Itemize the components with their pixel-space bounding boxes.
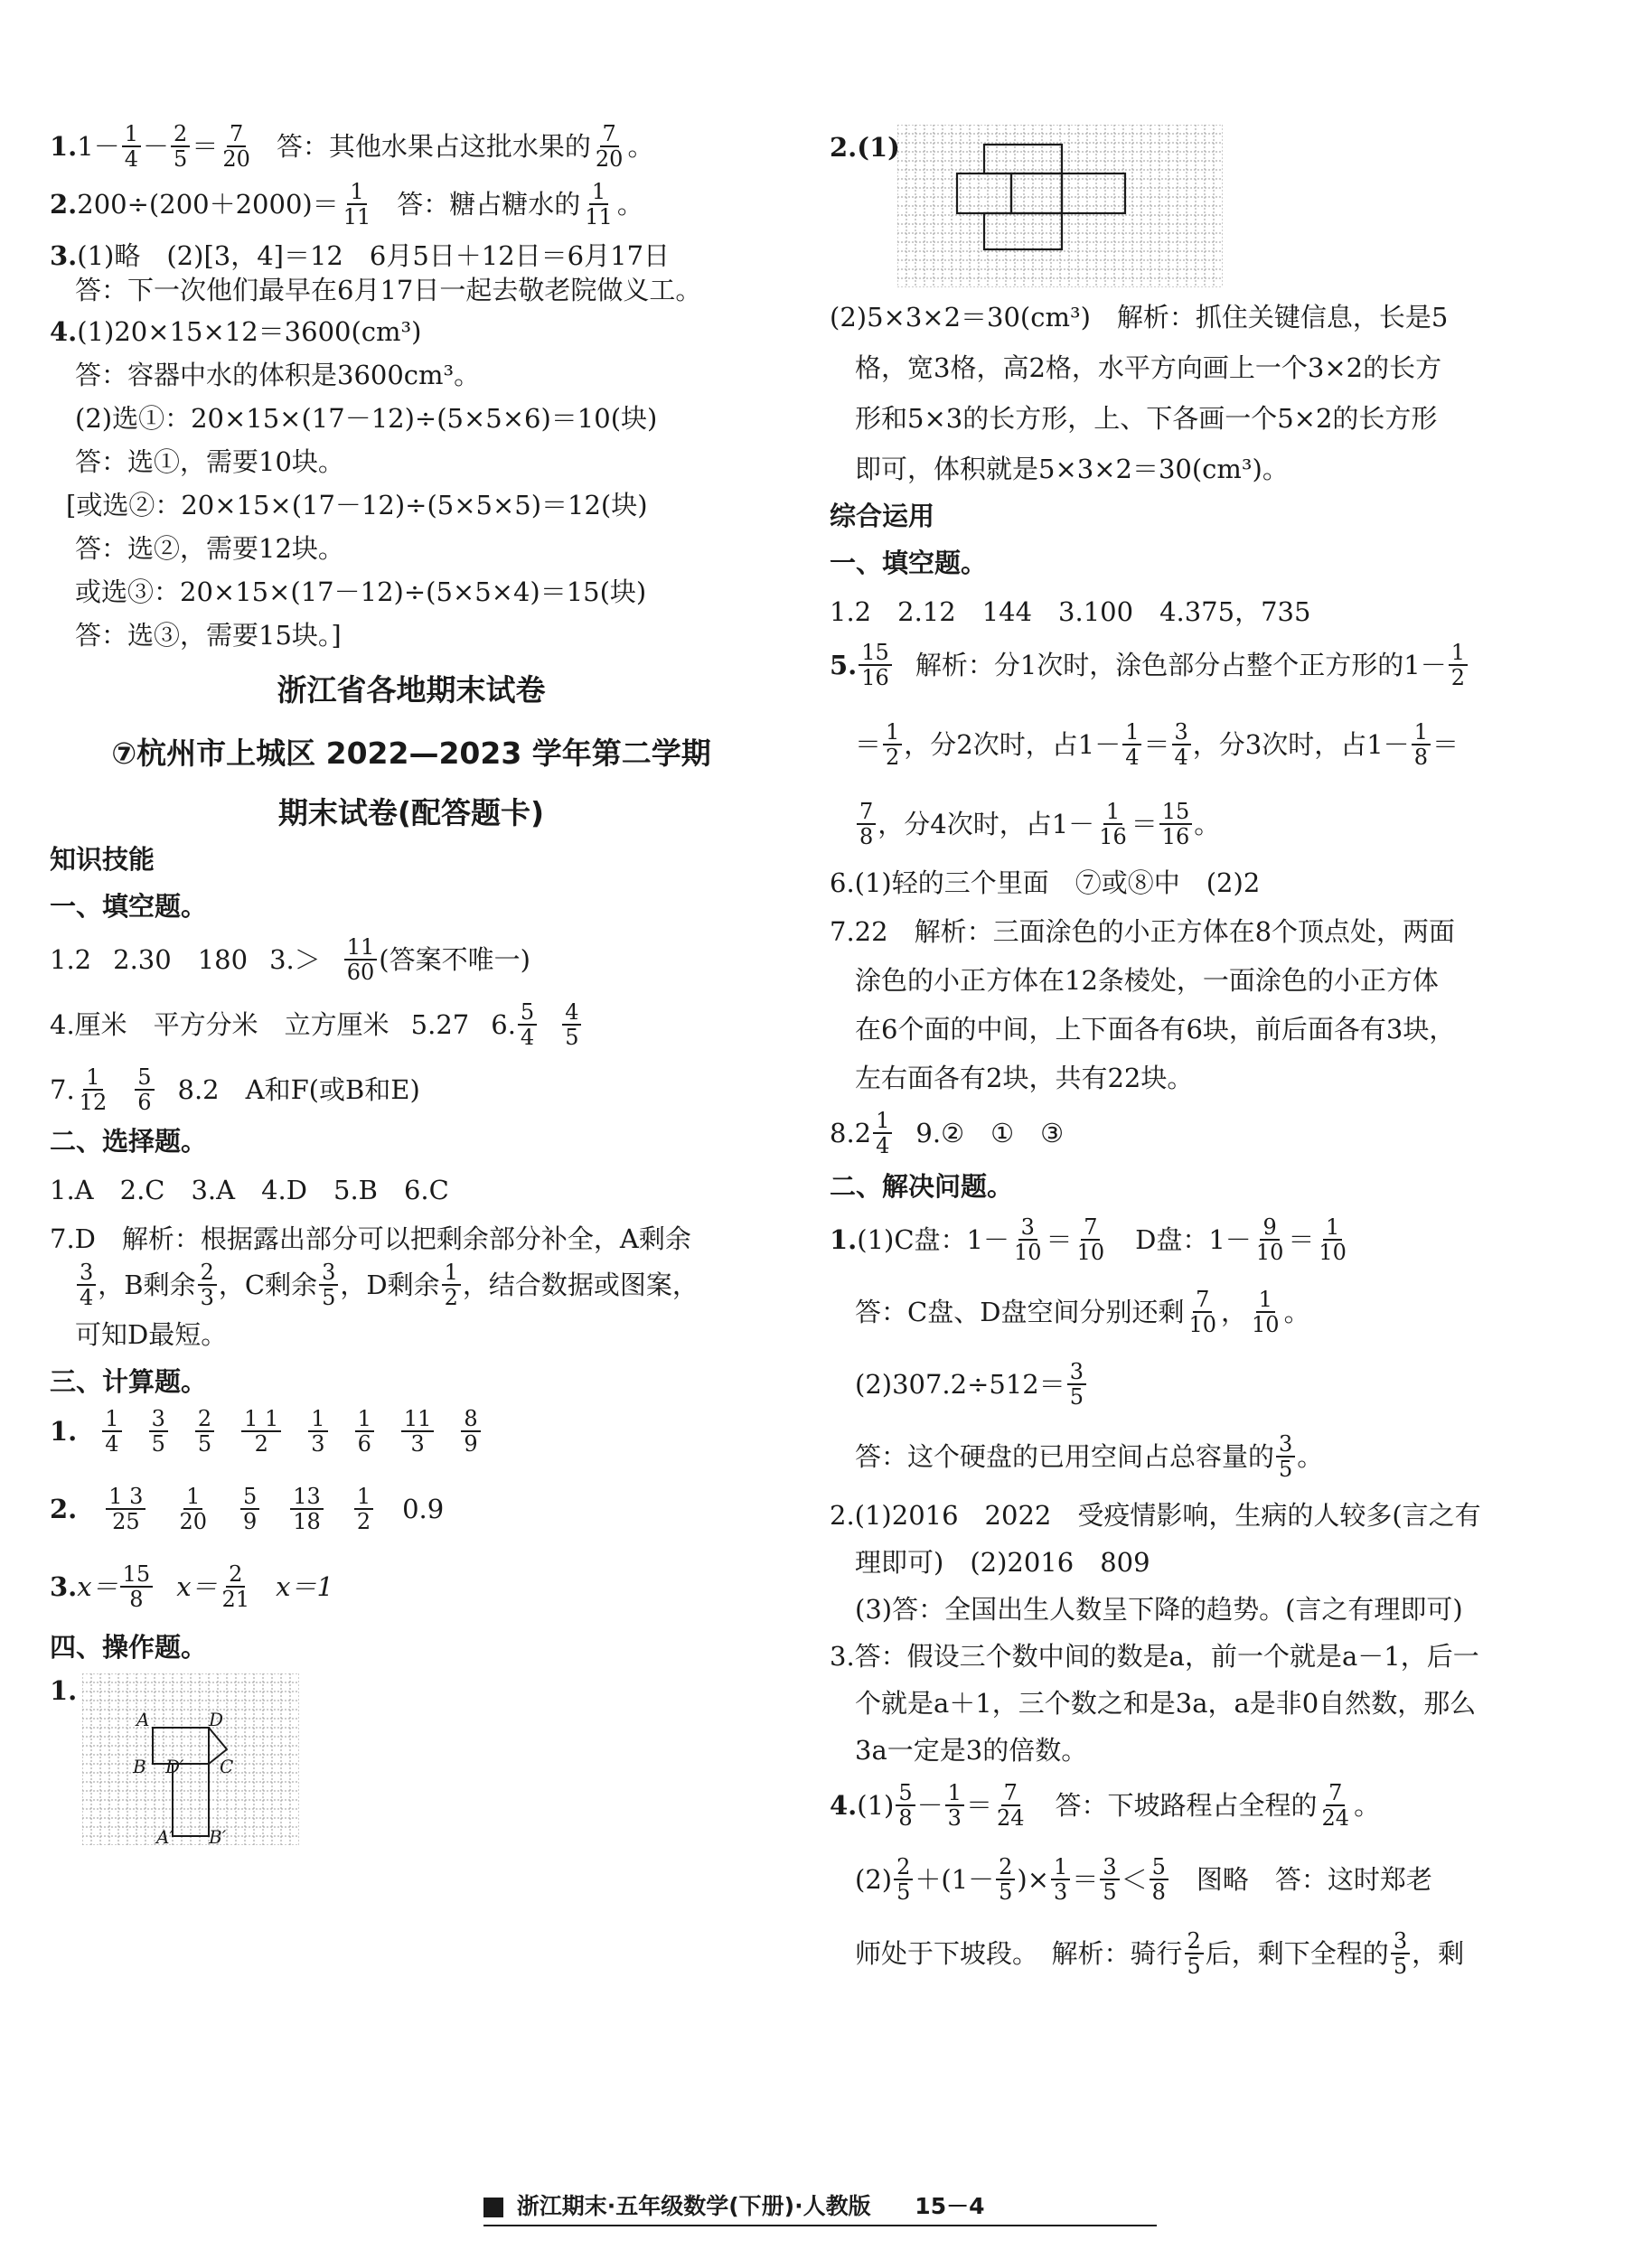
left-column: 1. 1－ $\frac{1}{4}$ － $\frac{2}{5}$ ＝ $\frac{7}{20}$ 答：其他水果占这批水果的 $\frac{7}{20}$ 。 2. 200÷(200＋2000)＝ $\frac{1}{11}$ 答：糖占糖水的 $\frac{1}{11}$ 。 3.(1)略 (2)[3，4]＝12 6月5日＋12日＝6月17日 答：下一次他们最早在6月17日一起去敬老院做义工。 4.(1)20×15×12＝3600(cm³) 答：容器中水的体积是3600cm³。 (2)选①：20×15×(17－12)÷(5×5×6)＝10(块) 答：选①，需要10块。 [或选②：20×15×(17－12)÷(5×5×5)＝12(块) 答：选②，需要12块。 或选③：20×15×(17－12)÷(5×5×4)＝15(块) 答：选③，需要15块。] 浙江省各地期末试卷 ⑦杭州市上城区 2022—2023 学年第二学期 期末试卷(配答题卡) 知识技能 一、填空题。 1.2 2.30 180 3.＞ $\frac{11}{60}$ (答案不唯一) 4.厘米 平方分米 立方厘米 5.27 6. $\frac{5}{4}$ $\frac{4}{5}$ 7. $\frac{1}{12}$ $\frac{5}{6}$ 8.2 A和F(或B和E) 二、选择题。 1.A 2.C 3.A 4.D 5.B 6.C 7.D 解析：根据露出部分可以把剩余部分补全，A剩余 $\frac{3}{4}$ ，B剩余 $\frac{2}{3}$ ，C剩余 $\frac{3}{5}$ ，D剩余 $\frac{1}{2}$ ，结合数据或图案， 可知D最短。 三、计算题。 1. $\frac{1}{4}$ $\frac{3}{5}$ $\frac{2}{5}$ $\frac{1 1}{2}$ $\frac{1}{3}$ $\frac{1}{6}$ $\frac{11}{3}$ $\frac{8}{9}$ 2. $\frac{1 3}{25}$ $\frac{1}{20}$ $\frac{5}{9}$ $\frac{13}{18}$ $\frac{1}{2}$ 0.9 3. x＝ $\frac{15}{8}$ x＝ $\frac{2}{21}$ x＝1 四、操作题。 1. A D B D′ C A′ B′ xyxy=(50,117,773,1845)
calc-row-1: 1. $\frac{1}{4}$ $\frac{3}{5}$ $\frac{2}{5}$ $\frac{1 1}{2}$ $\frac{1}{3}$ $\frac{1}{6}$ $\frac{11}{3}$ $\frac{8}{9}$ xyxy=(50,1402,773,1460)
solve-4a: 4. (1) $\frac{5}{8}$ － $\frac{1}{3}$ ＝ $\frac{7}{24}$ 答：下坡路程占全程的 $\frac{7}{24}$ 。 xyxy=(830,1780,1381,1831)
fill-row: 4.厘米 平方分米 立方厘米 5.27 6. $\frac{5}{4}$ $\frac{4}{5}$ xyxy=(50,996,773,1054)
section-heading: 二、解决问题。 xyxy=(830,1171,1014,1202)
fill-5-cont: ＝ $\frac{1}{2}$ ，分2次时，占1－ $\frac{1}{4}$ ＝ $\frac{3}{4}$ ，分3次时，占1－ $\frac{1}{8}$ ＝ xyxy=(855,719,1459,770)
solve-1a: 1. (1)C盘：1－ $\frac{3}{10}$ ＝ $\frac{7}{10}$ D盘：1－ $\frac{9}{10}$ ＝ $\frac{1}{10}$ xyxy=(830,1214,1347,1265)
answer-2: 2. 200÷(200＋2000)＝ $\frac{1}{11}$ 答：糖占糖水的 $\frac{1}{11}$ 。 xyxy=(50,179,643,230)
point-label: A xyxy=(136,1709,150,1730)
answer-3: 3.(1)略 (2)[3，4]＝12 6月5日＋12日＝6月17日 答：下一次他们最早在6月17日一起去敬老院做义工。 xyxy=(50,240,702,305)
point-label: D xyxy=(209,1709,224,1730)
operation-1: 1. A D B D′ C A′ B′ xyxy=(50,1673,773,1845)
item-number: 1. xyxy=(50,131,78,162)
item-number: 2. xyxy=(50,189,78,220)
footer-brand: 浙江期末·五年级数学(下册)·人教版 xyxy=(516,2193,871,2219)
solve-1d: 答：这个硬盘的已用空间占总容量的 $\frac{3}{5}$ 。 xyxy=(855,1431,1324,1482)
solve-1c: (2)307.2÷512＝ $\frac{3}{5}$ xyxy=(830,1355,1589,1413)
choice-fractions: $\frac{3}{4}$ ，B剩余 $\frac{2}{3}$ ，C剩余 $\frac{3}{5}$ ，D剩余 $\frac{1}{2}$ ，结合数据或图案， xyxy=(50,1256,773,1314)
fill-5: 5. $\frac{15}{16}$ 解析：分1次时，涂色部分占整个正方形的1－ $\frac{1}{2}$ xyxy=(830,636,1589,694)
fraction: $\frac{2}{5}$ xyxy=(171,122,190,171)
section-heading: 二、选择题。 xyxy=(50,1126,208,1157)
fill-5-cont-2: $\frac{7}{8}$ ，分4次时，占1－ $\frac{1}{16}$ ＝ $\frac{15}{16}$ 。 xyxy=(830,795,1589,853)
unfolded-cuboid-grid xyxy=(897,125,1223,287)
section-heading: 三、计算题。 xyxy=(50,1366,208,1397)
solve-4b: (2) $\frac{2}{5}$ ＋(1－ $\frac{2}{5}$ )× $\frac{1}{3}$ ＝ $\frac{3}{5}$ ＜ $\frac{5}{8}$ 图略 答：这时郑老 xyxy=(855,1854,1432,1905)
point-label: B′ xyxy=(209,1826,227,1845)
page-footer xyxy=(483,2188,1157,2226)
point-label: B xyxy=(133,1756,146,1777)
page-number: 15－4 xyxy=(915,2193,985,2219)
brand-square-icon xyxy=(483,2198,503,2217)
calc-row-2: 2. $\frac{1 3}{25}$ $\frac{1}{20}$ $\frac{5}{9}$ $\frac{13}{18}$ $\frac{1}{2}$ 0.9 xyxy=(50,1484,445,1534)
calc-row-3: 3. x＝ $\frac{15}{8}$ x＝ $\frac{2}{21}$ x＝1 xyxy=(50,1561,333,1612)
right-column: 2.(1) (2)5×3×2＝30(cm³) 解析：抓住关键信息，长是5 格，宽3格，高2格，水平方向画上一个3×2的长方 形和5×3的长方形，上、下各画一个5×2的长方形 即可，体积就是5×3×2＝30(cm³)。 综合运用 一、填空题。 1.2 2.12 144 3.100 4.375，735 5. $\frac{15}{16}$ 解析：分1次时，涂色部分占整个正方形的1－ $\frac{1}{2}$ ＝ $\frac{1}{2}$ ，分2次时，占1－ $\frac{1}{4}$ ＝ $\frac{3}{4}$ ，分3次时，占1－ $\frac{1}{8}$ ＝ $\frac{7}{8}$ ，分4次时，占1－ $\frac{1}{16}$ ＝ $\frac{15}{16}$ 。 6.(1)轻的三个里面 ⑦或⑧中 (2)2 7.22 解析：三面涂色的小正方体在8个顶点处，两面 涂色的小正方体在12条棱处，一面涂色的小正方体 在6个面的中间，上下面各有6块，前后面各有3块， 左右面各有2块，共有22块。 8.2 $\frac{1}{4}$ 9.② ① ③ 二、解决问题。 1. (1)C盘：1－ $\frac{3}{10}$ ＝ $\frac{7}{10}$ D盘：1－ $\frac{9}{10}$ ＝ $\frac{1}{10}$ 答：C盘、D盘空间分别还剩 $\frac{7}{10}$ ， $\frac{1}{10}$ 。 (2)307.2÷512＝ $\frac{3}{5}$ 答：这个硬盘的已用空间占总容量的 $\frac{3}{5}$ 。 2.(1)2016 2022 受疫情影响，生病的人较多(言之有 理即可) (2)2016 809 (3)答：全国出生人数呈下降的趋势。(言之有理即可) 3.答：假设三个数中间的数是a，前一个就是a－1，后一 个就是a＋1，三个数之和是3a，a是非0自然数，那么 3a一定是3的倍数。 4. (1) $\frac{5}{8}$ － $\frac{1}{3}$ ＝ $\frac{7}{24}$ 答：下坡路程占全程的 $\frac{7}{24}$ 。 (2) $\frac{2}{5}$ ＋(1－ $\frac{2}{5}$ )× $\frac{1}{3}$ ＝ $\frac{3}{5}$ ＜ $\frac{5}{8}$ 图略 答：这时郑老 师处于下坡段。 解析：骑行 $\frac{2}{5}$ 后，剩下全程的 $\frac{3}{5}$ ，剩 xyxy=(830,125,1589,1982)
section-heading: 四、操作题。 xyxy=(50,1632,208,1663)
section-heading: 综合运用 xyxy=(830,501,935,531)
rotation-grid-figure xyxy=(82,1673,299,1845)
fraction: $\frac{7}{20}$ xyxy=(222,121,250,172)
fill-8-9: 8.2 $\frac{1}{4}$ 9.② ① ③ xyxy=(830,1108,1065,1158)
fraction: $\frac{1}{4}$ xyxy=(122,122,141,171)
exam-heading: 浙江省各地期末试卷 xyxy=(277,672,546,708)
solve-1b: 答：C盘、D盘空间分别还剩 $\frac{7}{10}$ ， $\frac{1}{10}$ 。 xyxy=(855,1287,1310,1337)
answer-4: 4.(1)20×15×12＝3600(cm³) 答：容器中水的体积是3600cm³。 (2)选①：20×15×(17－12)÷(5×5×6)＝10(块) 答：选①，需要10块。 [或选②：20×15×(17－12)÷(5×5×5)＝12(块) 答：选②，需要12块。 或选③：20×15×(17－12)÷(5×5×4)＝15(块) 答：选③，需要15块。] xyxy=(50,316,658,651)
point-label: C xyxy=(220,1756,234,1777)
answer-2-figure: 2.(1) xyxy=(830,125,1589,287)
fraction: $\frac{1}{11}$ xyxy=(343,179,371,230)
section-heading: 一、填空题。 xyxy=(830,548,988,578)
fraction: $\frac{1}{11}$ xyxy=(585,179,613,230)
point-label: D′ xyxy=(165,1756,184,1777)
fill-row: 1.2 2.30 180 3.＞ $\frac{11}{60}$ (答案不唯一) xyxy=(50,934,530,985)
fraction: $\frac{7}{20}$ xyxy=(595,121,624,172)
solve-4c: 师处于下坡段。 解析：骑行 $\frac{2}{5}$ 后，剩下全程的 $\frac{3}{5}$ ，剩 xyxy=(855,1928,1465,1979)
exam-subtitle: ⑦杭州市上城区 2022—2023 学年第二学期 xyxy=(111,736,711,771)
exam-subtitle-2: 期末试卷(配答题卡) xyxy=(277,795,545,830)
fill-row: 7. $\frac{1}{12}$ $\frac{5}{6}$ 8.2 A和F(或B和E) xyxy=(50,1064,420,1115)
point-label: A′ xyxy=(156,1826,174,1845)
section-heading: 知识技能 xyxy=(50,844,155,875)
answer-1: 1. 1－ $\frac{1}{4}$ － $\frac{2}{5}$ ＝ $\frac{7}{20}$ 答：其他水果占这批水果的 $\frac{7}{20}$ 。 xyxy=(50,121,654,172)
section-heading: 一、填空题。 xyxy=(50,891,208,922)
